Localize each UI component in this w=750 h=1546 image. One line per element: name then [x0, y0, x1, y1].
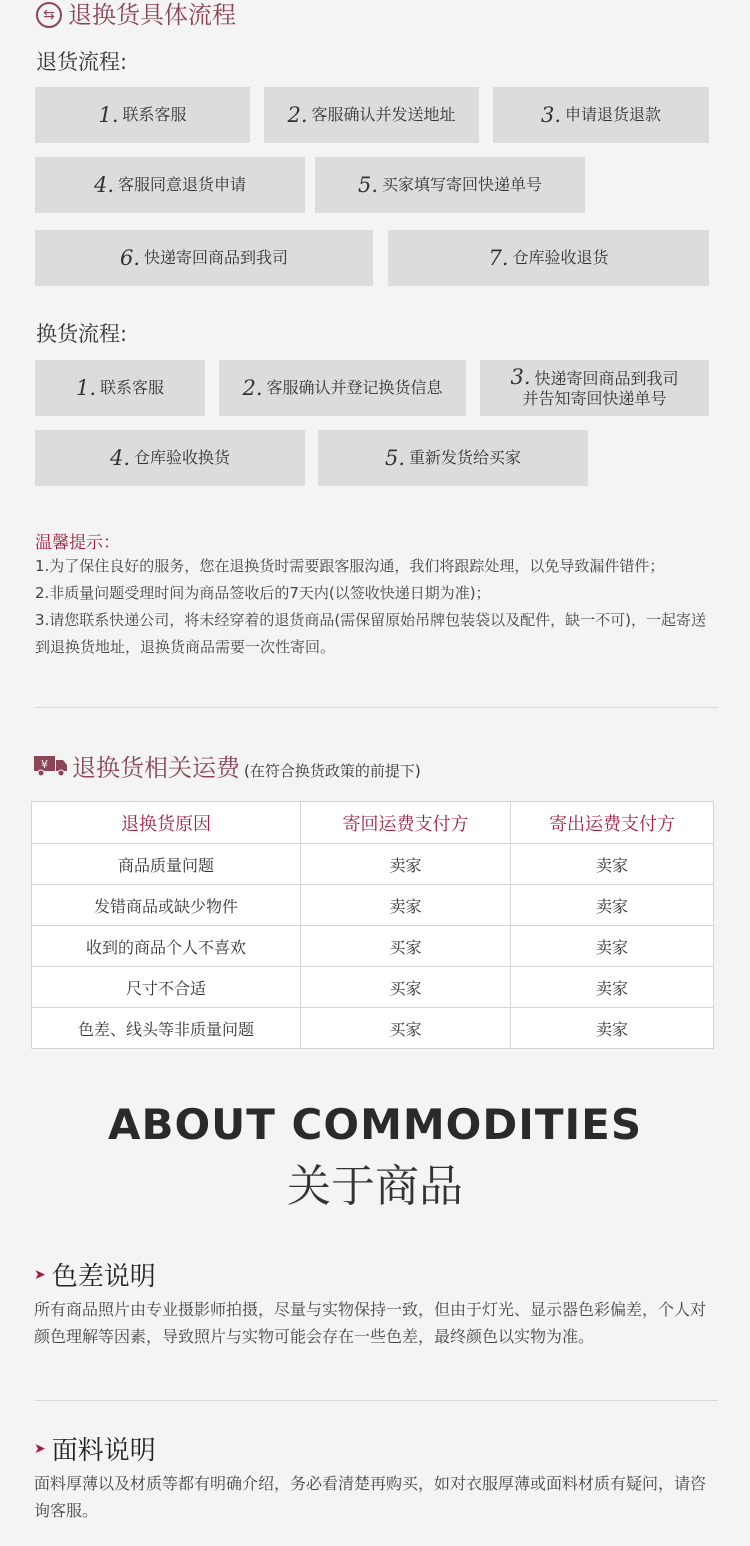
step-number: 4. — [93, 173, 115, 197]
arrow-icon: ➤ — [34, 1440, 46, 1457]
page-title — [36, 0, 236, 30]
table-cell: 色差、线头等非质量问题 — [32, 1008, 301, 1049]
table-row — [32, 885, 714, 926]
exchange-title: 换货流程: — [36, 322, 128, 346]
fabric-note-title — [34, 1430, 156, 1467]
fabric-note-body: 面料厚薄以及材质等都有明确介绍，务必看清楚再购买，如对衣服厚薄或面料材质有疑问，请咨询客服。 — [34, 1474, 707, 1520]
step-label: 客服确认并发送地址 — [311, 105, 456, 124]
table-row — [32, 967, 714, 1008]
table-row — [32, 844, 714, 885]
exchange-step-4 — [35, 430, 305, 486]
table-cell: 收到的商品个人不喜欢 — [32, 926, 301, 967]
fabric-note-title-text: 面料说明 — [51, 1436, 156, 1466]
table-cell: 卖家 — [301, 844, 511, 885]
step-label: 买家填写寄回快递单号 — [382, 175, 543, 194]
table-cell: 卖家 — [511, 885, 714, 926]
table-cell: 商品质量问题 — [32, 844, 301, 885]
table-cell: 卖家 — [511, 1008, 714, 1049]
step-number: 5. — [384, 446, 406, 470]
tip-item: 2.非质量问题受理时间为商品签收后的7天内(以签收快递日期为准)； — [35, 584, 491, 602]
returns-title: 退货流程: — [36, 50, 128, 74]
exchange-step-1 — [35, 360, 205, 416]
arrow-icon: ➤ — [34, 1266, 46, 1283]
step-label: 联系客服 — [122, 105, 187, 124]
return-step-7 — [388, 230, 709, 286]
exchange-step-3 — [480, 360, 709, 416]
table-cell: 买家 — [301, 926, 511, 967]
return-step-4 — [35, 157, 305, 213]
return-step-2 — [264, 87, 479, 143]
fee-subtitle: (在符合换货政策的前提下) — [244, 762, 421, 780]
step-label: 申请退货退款 — [565, 105, 662, 124]
tips-title: 温馨提示： — [35, 533, 120, 553]
step-number: 1. — [75, 376, 97, 400]
color-note-title-text: 色差说明 — [51, 1262, 156, 1292]
return-step-1 — [35, 87, 250, 143]
table-cell: 买家 — [301, 967, 511, 1008]
column-header: 寄回运费支付方 — [301, 802, 511, 844]
table-cell: 卖家 — [511, 926, 714, 967]
table-row — [32, 1008, 714, 1049]
tips-list — [35, 553, 719, 661]
fee-title-text: 退换货相关运费 — [72, 754, 240, 782]
return-step-6 — [35, 230, 373, 286]
tip-item: 1.为了保住良好的服务，您在退换货时需要跟客服沟通，我们将跟踪处理，以免导致漏件错件； — [35, 557, 665, 575]
step-number: 4. — [109, 446, 131, 470]
step-label-line2: 并告知寄回快递单号 — [522, 389, 667, 408]
table-cell: 发错商品或缺少物件 — [32, 885, 301, 926]
step-label: 仓库验收换货 — [134, 448, 231, 467]
tip-item: 3.请您联系快递公司，将未经穿着的退货商品(需保留原始吊牌包装袋以及配件，缺一不可)，一起寄送到退换货地址，退换货商品需要一次性寄回。 — [35, 611, 707, 656]
column-header: 退换货原因 — [32, 802, 301, 844]
step-number: 3. — [510, 365, 531, 389]
step-label: 仓库验收退货 — [512, 248, 609, 267]
fee-title — [34, 748, 421, 784]
step-number: 2. — [242, 376, 263, 400]
about-heading-en: ABOUT COMMODITIES — [107, 1100, 643, 1149]
divider — [35, 1400, 718, 1401]
step-label: 重新发货给买家 — [409, 448, 522, 467]
return-step-3 — [493, 87, 709, 143]
table-cell: 卖家 — [511, 967, 714, 1008]
exchange-step-5 — [318, 430, 588, 486]
return-step-5 — [315, 157, 585, 213]
table-cell: 买家 — [301, 1008, 511, 1049]
about-heading-cn: 关于商品 — [287, 1161, 463, 1212]
color-note-title — [34, 1256, 156, 1293]
truck-badge: ¥ — [41, 758, 48, 771]
table-cell: 卖家 — [511, 844, 714, 885]
color-note-body: 所有商品照片由专业摄影师拍摄，尽量与实物保持一致，但由于灯光、显示器色彩偏差，个人对颜色理解等因素，导致照片与实物可能会存在一些色差，最终颜色以实物为准。 — [34, 1300, 707, 1346]
table-cell: 卖家 — [301, 885, 511, 926]
step-number: 5. — [357, 173, 379, 197]
divider — [35, 707, 718, 708]
step-label: 联系客服 — [100, 378, 165, 397]
fee-table — [31, 801, 714, 1049]
step-number: 6. — [119, 246, 141, 270]
exchange-step-2 — [219, 360, 466, 416]
exchange-icon: ⇆ — [36, 2, 62, 28]
step-label: 快递寄回商品到我司 — [534, 369, 679, 388]
table-row — [32, 926, 714, 967]
step-number: 1. — [98, 103, 119, 127]
column-header: 寄出运费支付方 — [511, 802, 714, 844]
step-label: 快递寄回商品到我司 — [144, 248, 289, 267]
page-title-text: 退换货具体流程 — [68, 1, 236, 29]
step-number: 2. — [287, 103, 308, 127]
step-number: 3. — [540, 103, 562, 127]
step-label: 客服同意退货申请 — [118, 175, 247, 194]
table-header-row — [32, 802, 714, 844]
truck-icon — [34, 755, 68, 777]
step-label: 客服确认并登记换货信息 — [266, 378, 443, 397]
table-cell: 尺寸不合适 — [32, 967, 301, 1008]
step-number: 7. — [488, 246, 509, 270]
